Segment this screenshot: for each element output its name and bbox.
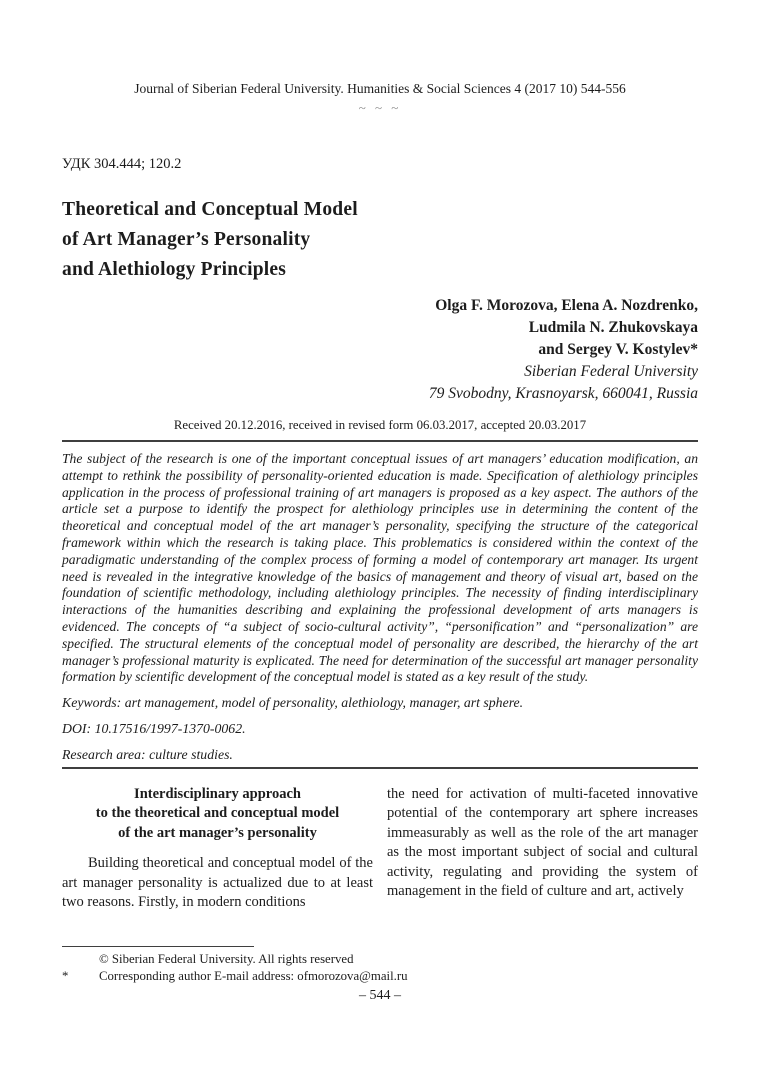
received-dates-line: Received 20.12.2016, received in revised form 06.03.2017, accepted 20.03.2017	[173, 418, 587, 432]
right-column	[387, 785, 698, 913]
article-title	[62, 195, 698, 285]
footnote-block	[62, 946, 698, 985]
tilde-separator: ~ ~ ~	[358, 100, 402, 115]
keywords-line: Keywords: art management, model of personality, alethiology, manager, art sphere.	[62, 695, 524, 711]
corresponding-author-note: Corresponding author E-mail address: ofmorozova@mail.ru	[99, 969, 408, 983]
authors-block	[62, 295, 698, 405]
left-column-paragraph: Building theoretical and conceptual model of the art manager personality is actualized due to at least two reasons. Firstly, in modern conditions	[62, 855, 373, 911]
author-names-line: Olga F. Morozova, Elena A. Nozdrenko,	[435, 297, 698, 314]
copyright-note: © Siberian Federal University. All rights reserved	[99, 952, 354, 966]
article-title-line: Theoretical and Conceptual Model	[62, 199, 358, 220]
article-title-line: of Art Manager’s Personality	[62, 229, 311, 250]
section-heading-line: to the theoretical and conceptual model	[95, 805, 340, 822]
right-column-paragraph: the need for activation of multi-faceted innovative potential of the contemporary art sphere increases immeasurably as well as the role of the art manager as the most important subject of social and cultural activity, regulating and providing the system of management in the field of culture and art, actively	[387, 785, 698, 900]
abstract-text: The subject of the research is one of the important conceptual issues of art managers’ education modification, an attempt to rethink the possibility of personality-oriented education is made. Specification of alethiology principles application in the process of professional training of art managers is proposed as a key aspect. The authors of the article set a purpose to identify the prospect for alethiology principles use in determining the content of the theoretical and conceptual model of the art manager’s personality, specifying the structure of the categorical framework within which the research is taking place. This problematics is considered within the context of the paradigmatic understanding of the complex process of forming a model of contemporary art manager. Its urgent need is revealed in the integrative knowledge of the basics of management and theory of visual art, based on the foundation of scientific methodology, including alethiology principles. The necessity of finding interdisciplinary interactions of the humanities describing and explaining the professional development of arts managers is evidenced. The concepts of “a subject of socio-cultural activity”, “personification” and “personalization” are specified. The structural elements of the conceptual model of personality are described, the hierarchy of the art manager’s professional maturity is explicated. The need for determination of the successful art manager personality formation by scientific development of the conceptual model is stated as a key result of the study.	[62, 451, 698, 685]
copyright-note-row	[62, 951, 698, 968]
udc-code: УДК 304.444; 120.2	[62, 156, 182, 172]
page-number: – 544 –	[359, 988, 401, 1003]
section-heading-line: Interdisciplinary approach	[134, 785, 301, 802]
left-column	[62, 785, 373, 913]
corresponding-author-row	[62, 968, 698, 985]
research-area-line: Research area: culture studies.	[62, 746, 233, 762]
affiliation-line: Siberian Federal University	[524, 363, 698, 380]
author-names-line: and Sergey V. Kostylev*	[538, 341, 698, 358]
footnote-marker-empty	[62, 951, 99, 968]
doi-line: DOI: 10.17516/1997-1370-0062.	[62, 720, 246, 736]
footnote-rule	[62, 946, 254, 947]
abstract-top-rule	[62, 440, 698, 442]
section-heading	[62, 785, 373, 844]
footnote-asterisk: *	[62, 969, 69, 983]
two-column-body	[62, 785, 698, 913]
article-title-line: and Alethiology Principles	[62, 259, 287, 280]
journal-header: Journal of Siberian Federal University. Humanities & Social Sciences 4 (2017 10) 544-556	[134, 81, 626, 96]
section-heading-line: of the art manager’s personality	[118, 824, 317, 841]
affiliation-line: 79 Svobodny, Krasnoyarsk, 660041, Russia	[428, 385, 698, 402]
author-names-line: Ludmila N. Zhukovskaya	[528, 319, 698, 336]
abstract-bottom-rule	[62, 767, 698, 769]
